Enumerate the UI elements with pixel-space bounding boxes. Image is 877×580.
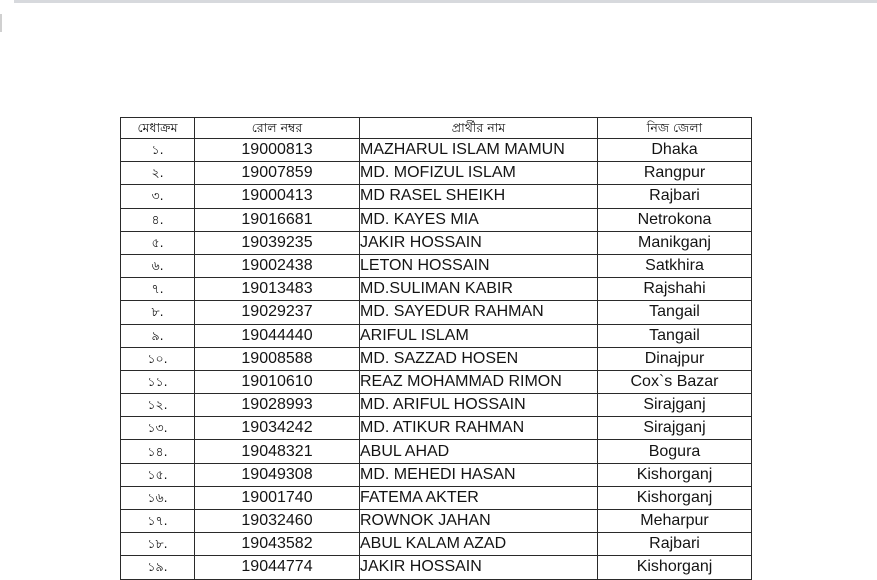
cell-rank: ১৭. — [121, 510, 195, 533]
cell-roll: 19028993 — [195, 394, 360, 417]
cell-district: Sirajganj — [598, 394, 752, 417]
table-row — [121, 208, 752, 231]
cell-rank: ৮. — [121, 301, 195, 324]
table-row — [121, 533, 752, 556]
edge-mark — [0, 14, 2, 32]
table-row — [121, 301, 752, 324]
cell-roll: 19001740 — [195, 486, 360, 509]
cell-district: Manikganj — [598, 231, 752, 254]
cell-name: ARIFUL ISLAM — [360, 324, 598, 347]
cell-roll: 19007859 — [195, 162, 360, 185]
cell-name: JAKIR HOSSAIN — [360, 556, 598, 579]
cell-roll: 19008588 — [195, 347, 360, 370]
header-name: প্রার্থীর নাম — [360, 118, 598, 139]
cell-district: Kishorganj — [598, 486, 752, 509]
cell-rank: ১৮. — [121, 533, 195, 556]
header-rank: মেধাক্রম — [121, 118, 195, 139]
cell-roll: 19039235 — [195, 231, 360, 254]
cell-district: Rajbari — [598, 533, 752, 556]
cell-roll: 19049308 — [195, 463, 360, 486]
table-row — [121, 370, 752, 393]
cell-roll: 19000813 — [195, 139, 360, 162]
cell-rank: ১. — [121, 139, 195, 162]
table-row — [121, 231, 752, 254]
cell-rank: ৯. — [121, 324, 195, 347]
table-row — [121, 139, 752, 162]
cell-rank: ১৫. — [121, 463, 195, 486]
table-row — [121, 394, 752, 417]
cell-roll: 19044774 — [195, 556, 360, 579]
table-row — [121, 463, 752, 486]
cell-rank: ৫. — [121, 231, 195, 254]
cell-name: MD. ATIKUR RAHMAN — [360, 417, 598, 440]
cell-roll: 19016681 — [195, 208, 360, 231]
cell-roll: 19044440 — [195, 324, 360, 347]
cell-district: Meharpur — [598, 510, 752, 533]
cell-district: Sirajganj — [598, 417, 752, 440]
cell-name: MD. ARIFUL HOSSAIN — [360, 394, 598, 417]
cell-name: MD.SULIMAN KABIR — [360, 278, 598, 301]
cell-district: Tangail — [598, 324, 752, 347]
top-divider — [14, 0, 877, 3]
cell-rank: ১৩. — [121, 417, 195, 440]
table-row — [121, 347, 752, 370]
cell-roll: 19010610 — [195, 370, 360, 393]
cell-district: Rajshahi — [598, 278, 752, 301]
cell-rank: ৭. — [121, 278, 195, 301]
cell-district: Rangpur — [598, 162, 752, 185]
table-row — [121, 278, 752, 301]
cell-name: JAKIR HOSSAIN — [360, 231, 598, 254]
table-row — [121, 254, 752, 277]
cell-district: Cox`s Bazar — [598, 370, 752, 393]
header-roll: রোল নম্বর — [195, 118, 360, 139]
cell-district: Dhaka — [598, 139, 752, 162]
cell-rank: ১৬. — [121, 486, 195, 509]
cell-name: FATEMA AKTER — [360, 486, 598, 509]
cell-name: MD. MEHEDI HASAN — [360, 463, 598, 486]
cell-rank: ৪. — [121, 208, 195, 231]
cell-rank: ১০. — [121, 347, 195, 370]
header-district: নিজ জেলা — [598, 118, 752, 139]
table-row — [121, 324, 752, 347]
cell-name: MD RASEL SHEIKH — [360, 185, 598, 208]
cell-name: ABUL KALAM AZAD — [360, 533, 598, 556]
cell-name: MD. SAYEDUR RAHMAN — [360, 301, 598, 324]
cell-name: MD. MOFIZUL ISLAM — [360, 162, 598, 185]
cell-rank: ১১. — [121, 370, 195, 393]
table-row — [121, 440, 752, 463]
cell-roll: 19002438 — [195, 254, 360, 277]
table-header-row — [121, 118, 752, 139]
cell-roll: 19034242 — [195, 417, 360, 440]
cell-rank: ৩. — [121, 185, 195, 208]
cell-district: Tangail — [598, 301, 752, 324]
cell-district: Netrokona — [598, 208, 752, 231]
cell-roll: 19032460 — [195, 510, 360, 533]
cell-name: MAZHARUL ISLAM MAMUN — [360, 139, 598, 162]
cell-district: Rajbari — [598, 185, 752, 208]
cell-district: Kishorganj — [598, 556, 752, 579]
cell-district: Satkhira — [598, 254, 752, 277]
cell-roll: 19013483 — [195, 278, 360, 301]
cell-district: Kishorganj — [598, 463, 752, 486]
cell-district: Bogura — [598, 440, 752, 463]
cell-roll: 19029237 — [195, 301, 360, 324]
cell-rank: ১৪. — [121, 440, 195, 463]
cell-rank: ১৯. — [121, 556, 195, 579]
cell-name: LETON HOSSAIN — [360, 254, 598, 277]
merit-list-table — [120, 117, 752, 580]
cell-roll: 19000413 — [195, 185, 360, 208]
cell-rank: ১২. — [121, 394, 195, 417]
cell-name: MD. SAZZAD HOSEN — [360, 347, 598, 370]
cell-district: Dinajpur — [598, 347, 752, 370]
table-body — [121, 139, 752, 580]
table-row — [121, 185, 752, 208]
cell-name: REAZ MOHAMMAD RIMON — [360, 370, 598, 393]
cell-name: ABUL AHAD — [360, 440, 598, 463]
cell-rank: ৬. — [121, 254, 195, 277]
cell-name: MD. KAYES MIA — [360, 208, 598, 231]
table-row — [121, 510, 752, 533]
cell-roll: 19048321 — [195, 440, 360, 463]
cell-roll: 19043582 — [195, 533, 360, 556]
table-row — [121, 162, 752, 185]
cell-rank: ২. — [121, 162, 195, 185]
table-row — [121, 556, 752, 579]
table-row — [121, 486, 752, 509]
cell-name: ROWNOK JAHAN — [360, 510, 598, 533]
table-row — [121, 417, 752, 440]
